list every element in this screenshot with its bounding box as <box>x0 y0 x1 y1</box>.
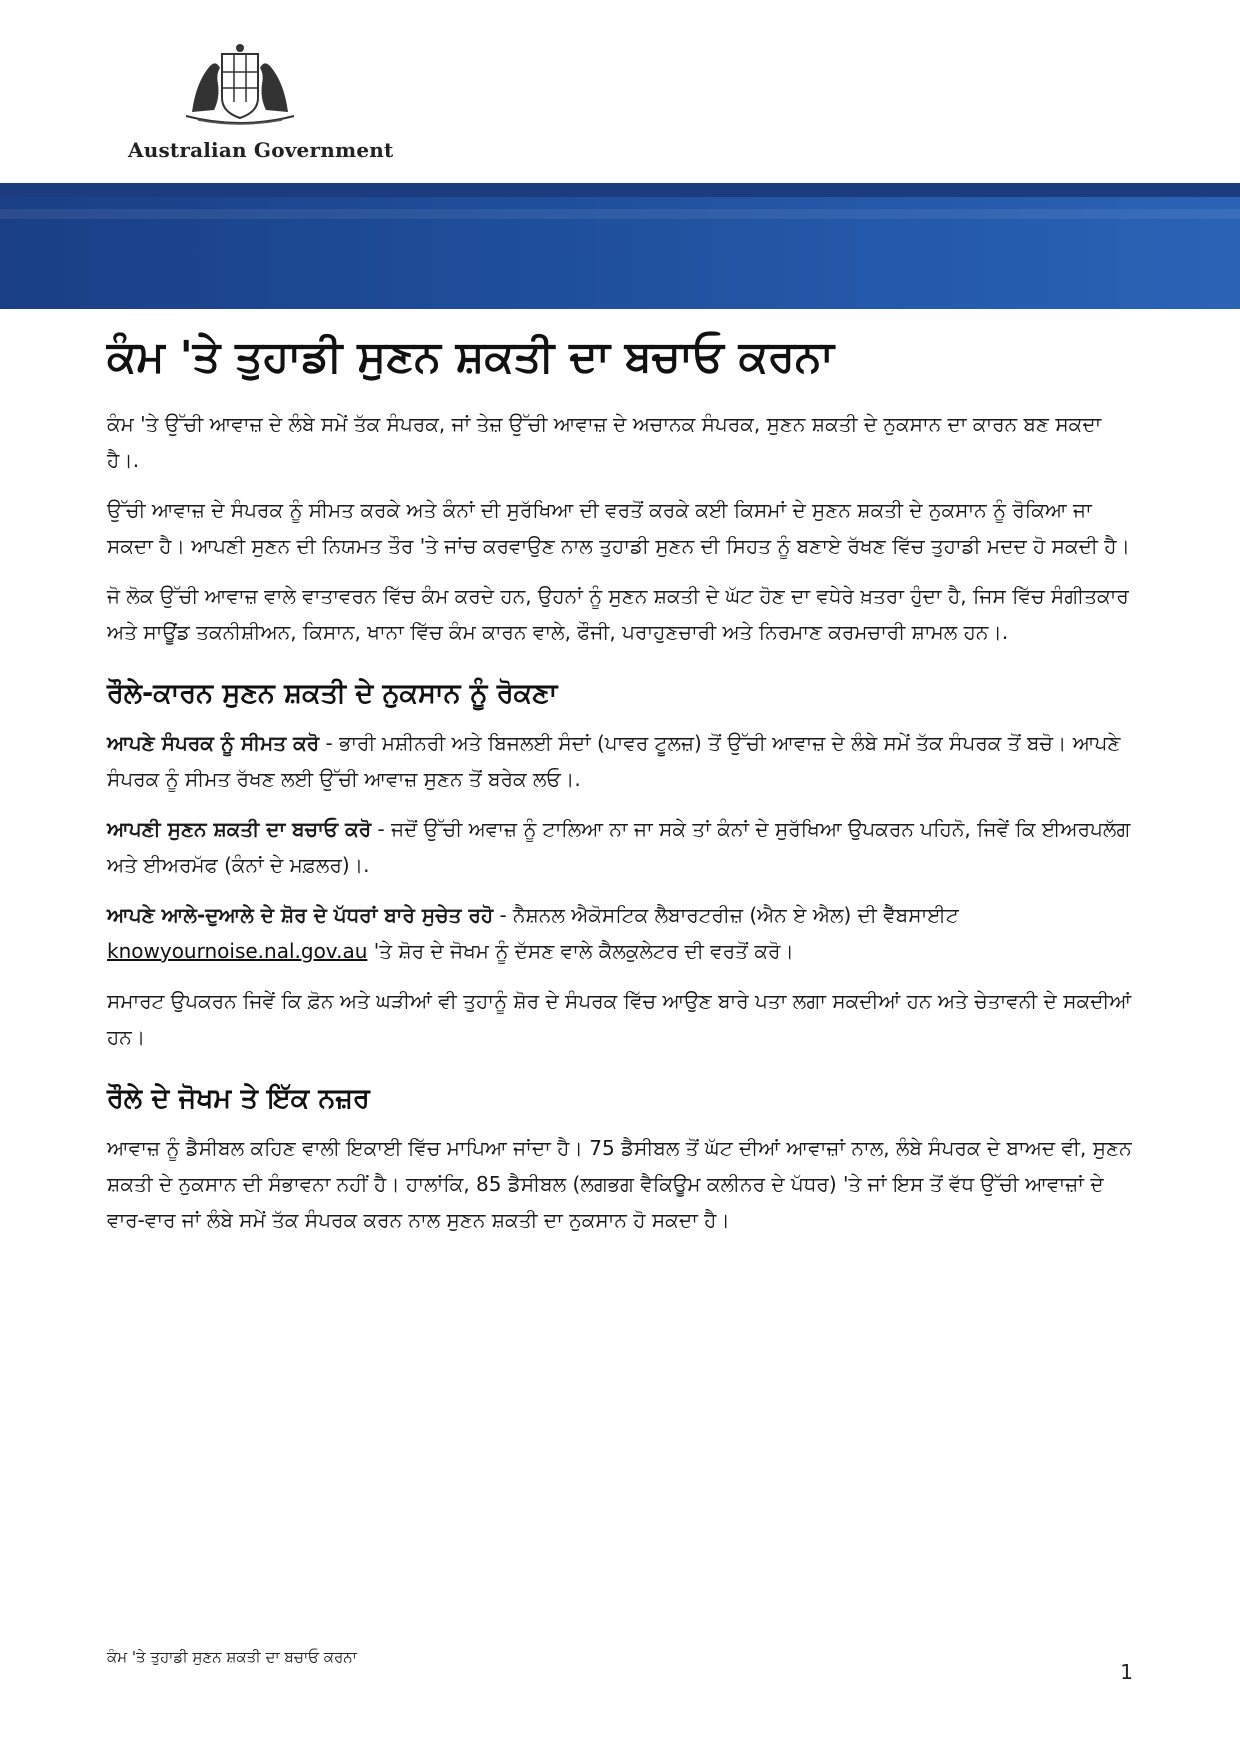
tip-be-aware <box>107 897 1137 969</box>
page-title: ਕੰਮ 'ਤੇ ਤੁਹਾਡੀ ਸੁਣਨ ਸ਼ਕਤੀ ਦਾ ਬਚਾਓ ਕਰਨਾ <box>107 332 834 382</box>
page-header <box>0 0 1240 180</box>
document-body <box>107 330 1137 1252</box>
government-wordmark: Australian Government <box>128 138 394 162</box>
tip-aware-lead: ਆਪਣੇ ਆਲੇ-ਦੁਆਲੇ ਦੇ ਸ਼ੋਰ ਦੇ ਪੱਧਰਾਂ ਬਾਰੇ ਸੁਚੇਤ ਰਹੋ <box>107 902 494 927</box>
banner-stripe-light <box>0 209 1240 219</box>
footer-title: ਕੰਮ 'ਤੇ ਤੁਹਾਡੀ ਸੁਣਨ ਸ਼ਕਤੀ ਦਾ ਬਚਾਓ ਕਰਨਾ <box>107 1648 357 1666</box>
intro-paragraph-2: ਉੱਚੀ ਆਵਾਜ਼ ਦੇ ਸੰਪਰਕ ਨੂੰ ਸੀਮਤ ਕਰਕੇ ਅਤੇ ਕੰਨਾਂ ਦੀ ਸੁਰੱਖਿਆ ਦੀ ਵਰਤੋਂ ਕਰਕੇ ਕਈ ਕਿਸਮਾਂ ਦੇ ਸੁਣਨ ਸ਼ਕਤੀ ਦੇ ਨੁਕਸਾਨ ਨੂੰ ਰੋਕਿਆ ਜਾ ਸਕਦਾ ਹੈ। ਆਪਣੀ ਸੁਣਨ ਦੀ ਨਿਯਮਤ ਤੌਰ 'ਤੇ ਜਾਂਚ ਕਰਵਾਉਣ ਨਾਲ ਤੁਹਾਡੀ ਸੁਣਨ ਦੀ ਸਿਹਤ ਨੂੰ ਬਣਾਏ ਰੱਖਣ ਵਿੱਚ ਤੁਹਾਡੀ ਮਦਦ ਹੋ ਸਕਦੀ ਹੈ। <box>107 497 1131 558</box>
section-heading-noise-risk: ਰੌਲੇ ਦੇ ਜੋਖਮ ਤੇ ਇੱਕ ਨਜ਼ਰ <box>107 1082 370 1114</box>
page-number: 1 <box>1120 1660 1133 1684</box>
banner-stripe <box>0 183 1240 197</box>
intro-paragraph-3: ਜੋ ਲੋਕ ਉੱਚੀ ਆਵਾਜ਼ ਵਾਲੇ ਵਾਤਾਵਰਨ ਵਿੱਚ ਕੰਮ ਕਰਦੇ ਹਨ, ਉਹਨਾਂ ਨੂੰ ਸੁਣਨ ਸ਼ਕਤੀ ਦੇ ਘੱਟ ਹੋਣ ਦਾ ਵਧੇਰੇ ਖ਼ਤਰਾ ਹੁੰਦਾ ਹੈ, ਜਿਸ ਵਿੱਚ ਸੰਗੀਤਕਾਰ ਅਤੇ ਸਾਊਂਡ ਤਕਨੀਸ਼ੀਅਨ, ਕਿਸਾਨ, ਖਾਨਾ ਵਿੱਚ ਕੰਮ ਕਾਰਨ ਵਾਲੇ, ਫੌਜੀ, ਪਰਾਹੁਣਚਾਰੀ ਅਤੇ ਨਿਰਮਾਣ ਕਰਮਚਾਰੀ ਸ਼ਾਮਲ ਹਨ।. <box>107 583 1129 644</box>
knowyournoise-link[interactable]: knowyournoise.nal.gov.au <box>107 938 368 963</box>
tip-aware-text-2: 'ਤੇ ਸ਼ੋਰ ਦੇ ਜੋਖਮ ਨੂੰ ਦੱਸਣ ਵਾਲੇ ਕੈਲਕੁਲੇਟਰ ਦੀ ਵਰਤੋਂ ਕਰੋ। <box>367 938 794 963</box>
header-banner <box>0 183 1240 309</box>
coat-of-arms-icon <box>178 42 302 126</box>
tip-limit-text: - ਭਾਰੀ ਮਸ਼ੀਨਰੀ ਅਤੇ ਬਿਜਲਈ ਸੰਦਾਂ (ਪਾਵਰ ਟੂਲਜ਼) ਤੋਂ ਉੱਚੀ ਆਵਾਜ਼ ਦੇ ਲੰਬੇ ਸਮੇਂ ਤੱਕ ਸੰਪਰਕ ਤੋਂ ਬਚੋ। ਆਪਣੇ ਸੰਪਰਕ ਨੂੰ ਸੀਮਤ ਰੱਖਣ ਲਈ ਉੱਚੀ ਆਵਾਜ਼ ਸੁਣਨ ਤੋਂ ਬਰੇਕ ਲਓ।. <box>107 730 1121 791</box>
tip-limit-lead: ਆਪਣੇ ਸੰਪਰਕ ਨੂੰ ਸੀਮਤ ਕਰੋ <box>107 730 320 755</box>
smart-devices-paragraph: ਸਮਾਰਟ ਉਪਕਰਨ ਜਿਵੇਂ ਕਿ ਫ਼ੋਨ ਅਤੇ ਘੜੀਆਂ ਵੀ ਤੁਹਾਨੂੰ ਸ਼ੋਰ ਦੇ ਸੰਪਰਕ ਵਿੱਚ ਆਉਣ ਬਾਰੇ ਪਤਾ ਲਗਾ ਸਕਦੀਆਂ ਹਨ ਅਤੇ ਚੇਤਾਵਨੀ ਦੇ ਸਕਦੀਆਂ ਹਨ। <box>107 988 1132 1049</box>
tip-protect-hearing <box>107 811 1137 883</box>
tip-protect-text: - ਜਦੋਂ ਉੱਚੀ ਅਵਾਜ਼ ਨੂੰ ਟਾਲਿਆ ਨਾ ਜਾ ਸਕੇ ਤਾਂ ਕੰਨਾਂ ਦੇ ਸੁਰੱਖਿਆ ਉਪਕਰਨ ਪਹਿਨੋ, ਜਿਵੇਂ ਕਿ ਈਅਰਪਲੱਗ ਅਤੇ ਈਅਰਮੱਫ (ਕੰਨਾਂ ਦੇ ਮਫ਼ਲਰ)।. <box>107 816 1131 877</box>
intro-paragraph-1: ਕੰਮ 'ਤੇ ਉੱਚੀ ਆਵਾਜ਼ ਦੇ ਲੰਬੇ ਸਮੇਂ ਤੱਕ ਸੰਪਰਕ, ਜਾਂ ਤੇਜ਼ ਉੱਚੀ ਆਵਾਜ਼ ਦੇ ਅਚਾਨਕ ਸੰਪਰਕ, ਸੁਣਨ ਸ਼ਕਤੀ ਦੇ ਨੁਕਸਾਨ ਦਾ ਕਾਰਨ ਬਣ ਸਕਦਾ ਹੈ।. <box>107 411 1102 472</box>
tip-aware-text: - ਨੈਸ਼ਨਲ ਐਕੋਸਟਿਕ ਲੈਬਾਰਟਰੀਜ਼ (ਐਨ ਏ ਐਲ) ਦੀ ਵੈੱਬਸਾਈਟ <box>493 902 959 927</box>
tip-protect-lead: ਆਪਣੀ ਸੁਣਨ ਸ਼ਕਤੀ ਦਾ ਬਚਾਓ ਕਰੋ <box>107 816 372 841</box>
noise-risk-paragraph: ਆਵਾਜ਼ ਨੂੰ ਡੈਸੀਬਲ ਕਹਿਣ ਵਾਲੀ ਇਕਾਈ ਵਿੱਚ ਮਾਪਿਆ ਜਾਂਦਾ ਹੈ। 75 ਡੈਸੀਬਲ ਤੋਂ ਘੱਟ ਦੀਆਂ ਆਵਾਜ਼ਾਂ ਨਾਲ, ਲੰਬੇ ਸੰਪਰਕ ਦੇ ਬਾਅਦ ਵੀ, ਸੁਣਨ ਸ਼ਕਤੀ ਦੇ ਨੁਕਸਾਨ ਦੀ ਸੰਭਾਵਨਾ ਨਹੀਂ ਹੈ। ਹਾਲਾਂਕਿ, 85 ਡੈਸੀਬਲ (ਲਗਭਗ ਵੈਕਿਊਮ ਕਲੀਨਰ ਦੇ ਪੱਧਰ) 'ਤੇ ਜਾਂ ਇਸ ਤੋਂ ਵੱਧ ਉੱਚੀ ਆਵਾਜ਼ਾਂ ਦੇ ਵਾਰ-ਵਾਰ ਜਾਂ ਲੰਬੇ ਸਮੇਂ ਤੱਕ ਸੰਪਰਕ ਕਰਨ ਨਾਲ ਸੁਣਨ ਸ਼ਕਤੀ ਦਾ ਨੁਕਸਾਨ ਹੋ ਸਕਦਾ ਹੈ। <box>107 1136 1132 1233</box>
tip-limit-exposure <box>107 725 1137 797</box>
section-heading-prevention: ਰੌਲੇ-ਕਾਰਨ ਸੁਣਨ ਸ਼ਕਤੀ ਦੇ ਨੁਕਸਾਨ ਨੂੰ ਰੋਕਣਾ <box>107 677 558 709</box>
